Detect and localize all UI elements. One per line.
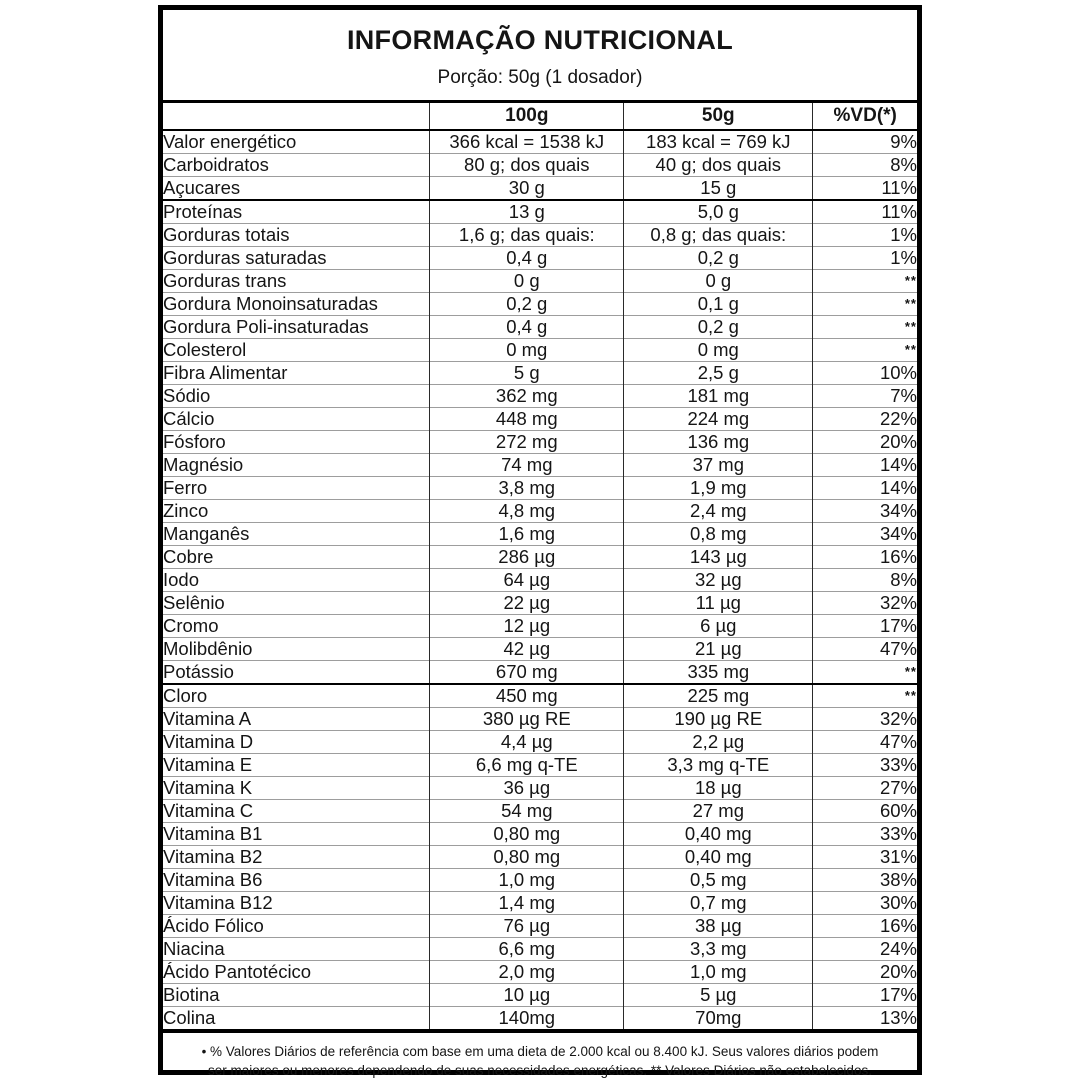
nutrient-name-cell: Magnésio <box>163 454 244 475</box>
daily-value-cell: 14% <box>813 477 917 500</box>
nutrient-name-cell: Ácido Fólico <box>163 915 264 936</box>
nutrition-label <box>158 5 922 1078</box>
table-row <box>163 177 917 201</box>
daily-value-cell: 1% <box>813 247 917 270</box>
nutrient-name-cell: Colesterol <box>163 339 247 360</box>
value-50g-cell: 183 kcal = 769 kJ <box>624 130 813 154</box>
value-100g-cell: 366 kcal = 1538 kJ <box>430 130 624 154</box>
value-50g-cell: 225 mg <box>624 684 813 708</box>
value-50g-cell: 15 g <box>624 177 813 201</box>
table-row <box>163 800 917 823</box>
value-100g-cell: 0,4 g <box>430 247 624 270</box>
value-100g-cell: 74 mg <box>430 454 624 477</box>
table-row <box>163 938 917 961</box>
table-row <box>163 362 917 385</box>
value-50g-cell: 2,5 g <box>624 362 813 385</box>
nutrient-name-cell: Vitamina C <box>163 800 254 821</box>
daily-value-cell: 30% <box>813 892 917 915</box>
value-100g-cell: 42 µg <box>430 638 624 661</box>
table-row <box>163 984 917 1007</box>
value-50g-cell: 37 mg <box>624 454 813 477</box>
value-100g-cell: 272 mg <box>430 431 624 454</box>
nutrient-name-cell: Vitamina K <box>163 777 253 798</box>
table-row <box>163 708 917 731</box>
table-row <box>163 200 917 224</box>
table-row <box>163 293 917 316</box>
nutrient-name-cell: Valor energético <box>163 131 297 152</box>
daily-value-cell: 38% <box>813 869 917 892</box>
label-title: INFORMAÇÃO NUTRICIONAL <box>346 25 734 55</box>
nutrient-name-cell: Sódio <box>163 385 211 406</box>
table-row <box>163 777 917 800</box>
daily-value-cell: ** <box>813 316 917 339</box>
value-50g-cell: 5 µg <box>624 984 813 1007</box>
value-50g-cell: 1,9 mg <box>624 477 813 500</box>
column-header-50g: 50g <box>624 102 813 131</box>
value-100g-cell: 2,0 mg <box>430 961 624 984</box>
value-100g-cell: 450 mg <box>430 684 624 708</box>
daily-value-cell: ** <box>813 293 917 316</box>
table-row <box>163 1007 917 1032</box>
table-row <box>163 846 917 869</box>
nutrient-name-cell: Cloro <box>163 685 208 706</box>
value-100g-cell: 0 mg <box>430 339 624 362</box>
value-100g-cell: 12 µg <box>430 615 624 638</box>
value-100g-cell: 36 µg <box>430 777 624 800</box>
value-100g-cell: 380 µg RE <box>430 708 624 731</box>
value-50g-cell: 0,2 g <box>624 316 813 339</box>
table-row <box>163 869 917 892</box>
daily-value-cell: 32% <box>813 708 917 731</box>
nutrient-name-cell: Fibra Alimentar <box>163 362 288 383</box>
nutrient-name-cell: Vitamina B2 <box>163 846 263 867</box>
table-row <box>163 731 917 754</box>
nutrient-name-cell: Vitamina A <box>163 708 252 729</box>
nutrient-name-cell: Molibdênio <box>163 638 253 659</box>
nutrient-name-cell: Gorduras trans <box>163 270 287 291</box>
value-100g-cell: 22 µg <box>430 592 624 615</box>
column-header-nutrient <box>163 102 430 131</box>
value-100g-cell: 670 mg <box>430 661 624 685</box>
value-50g-cell: 0,40 mg <box>624 823 813 846</box>
daily-value-cell: 10% <box>813 362 917 385</box>
table-row <box>163 477 917 500</box>
value-100g-cell: 362 mg <box>430 385 624 408</box>
table-row <box>163 270 917 293</box>
nutrient-name-cell: Biotina <box>163 984 220 1005</box>
table-row <box>163 615 917 638</box>
table-row <box>163 247 917 270</box>
table-row <box>163 546 917 569</box>
value-100g-cell: 5 g <box>430 362 624 385</box>
value-50g-cell: 0 g <box>624 270 813 293</box>
daily-value-cell: 33% <box>813 754 917 777</box>
value-50g-cell: 0,2 g <box>624 247 813 270</box>
daily-value-cell: 8% <box>813 569 917 592</box>
daily-value-cell: ** <box>813 661 917 685</box>
daily-value-cell: 24% <box>813 938 917 961</box>
nutrient-name-cell: Colina <box>163 1007 216 1028</box>
value-50g-cell: 0,5 mg <box>624 869 813 892</box>
value-50g-cell: 181 mg <box>624 385 813 408</box>
value-50g-cell: 0,8 mg <box>624 523 813 546</box>
nutrient-name-cell: Vitamina D <box>163 731 254 752</box>
daily-value-cell: 31% <box>813 846 917 869</box>
nutrient-name-cell: Carboidratos <box>163 154 269 175</box>
nutrient-name-cell: Vitamina B6 <box>163 869 263 890</box>
value-100g-cell: 1,4 mg <box>430 892 624 915</box>
daily-value-cell: 20% <box>813 961 917 984</box>
value-50g-cell: 3,3 mg q-TE <box>624 754 813 777</box>
nutrient-name-cell: Cromo <box>163 615 219 636</box>
daily-value-cell: 16% <box>813 915 917 938</box>
nutrient-name-cell: Selênio <box>163 592 225 613</box>
table-row <box>163 915 917 938</box>
value-100g-cell: 0,4 g <box>430 316 624 339</box>
daily-value-cell: 17% <box>813 615 917 638</box>
daily-value-cell: 20% <box>813 431 917 454</box>
nutrient-name-cell: Iodo <box>163 569 200 590</box>
value-50g-cell: 1,0 mg <box>624 961 813 984</box>
value-100g-cell: 10 µg <box>430 984 624 1007</box>
value-100g-cell: 0,80 mg <box>430 823 624 846</box>
value-50g-cell: 335 mg <box>624 661 813 685</box>
daily-value-cell: 34% <box>813 523 917 546</box>
daily-value-cell: ** <box>813 339 917 362</box>
daily-value-cell: 8% <box>813 154 917 177</box>
table-row <box>163 431 917 454</box>
nutrient-name-cell: Zinco <box>163 500 209 521</box>
value-100g-cell: 80 g; dos quais <box>430 154 624 177</box>
nutrient-name-cell: Potássio <box>163 661 234 682</box>
column-header-100g: 100g <box>430 102 624 131</box>
nutrient-name-cell: Gorduras totais <box>163 224 290 245</box>
table-row <box>163 316 917 339</box>
nutrient-name-cell: Niacina <box>163 938 225 959</box>
daily-value-cell: ** <box>813 684 917 708</box>
value-50g-cell: 38 µg <box>624 915 813 938</box>
nutrient-name-cell: Gordura Monoinsaturadas <box>163 293 378 314</box>
table-row <box>163 569 917 592</box>
daily-value-cell: 13% <box>813 1007 917 1032</box>
daily-value-cell: 14% <box>813 454 917 477</box>
daily-value-cell: 22% <box>813 408 917 431</box>
table-row <box>163 961 917 984</box>
daily-value-cell: 16% <box>813 546 917 569</box>
value-50g-cell: 0,8 g; das quais: <box>624 224 813 247</box>
daily-value-cell: ** <box>813 270 917 293</box>
table-row <box>163 130 917 154</box>
value-50g-cell: 32 µg <box>624 569 813 592</box>
table-row <box>163 892 917 915</box>
value-100g-cell: 4,8 mg <box>430 500 624 523</box>
daily-value-cell: 11% <box>813 177 917 201</box>
nutrient-name-cell: Açucares <box>163 177 241 198</box>
nutrient-name-cell: Gorduras saturadas <box>163 247 327 268</box>
column-header-vd: %VD(*) <box>813 102 917 131</box>
footnote <box>163 1033 917 1080</box>
daily-value-cell: 27% <box>813 777 917 800</box>
value-50g-cell: 0,7 mg <box>624 892 813 915</box>
nutrient-name-cell: Manganês <box>163 523 250 544</box>
table-row <box>163 454 917 477</box>
value-100g-cell: 0 g <box>430 270 624 293</box>
table-row <box>163 154 917 177</box>
daily-value-cell: 7% <box>813 385 917 408</box>
table-row <box>163 339 917 362</box>
value-50g-cell: 11 µg <box>624 592 813 615</box>
value-100g-cell: 1,6 mg <box>430 523 624 546</box>
footnote-text: • % Valores Diários de referência com base em uma dieta de 2.000 kcal ou 8.400 kJ. Seus valores diários podem ser maiores ou menores dependendo de suas necessidades energéticas. ** Valores Diários não estabelecidos. <box>201 1044 879 1078</box>
table-row <box>163 408 917 431</box>
nutrient-name-cell: Cálcio <box>163 408 215 429</box>
value-100g-cell: 0,2 g <box>430 293 624 316</box>
value-100g-cell: 1,0 mg <box>430 869 624 892</box>
nutrition-table <box>163 100 917 1033</box>
value-50g-cell: 224 mg <box>624 408 813 431</box>
nutrient-name-cell: Vitamina B1 <box>163 823 263 844</box>
value-100g-cell: 140mg <box>430 1007 624 1032</box>
value-100g-cell: 0,80 mg <box>430 846 624 869</box>
daily-value-cell: 11% <box>813 200 917 224</box>
serving-size-text: Porção: 50g (1 dosador) <box>437 67 643 88</box>
daily-value-cell: 32% <box>813 592 917 615</box>
table-row <box>163 592 917 615</box>
value-100g-cell: 6,6 mg q-TE <box>430 754 624 777</box>
nutrient-name-cell: Gordura Poli-insaturadas <box>163 316 369 337</box>
nutrient-name-cell: Vitamina E <box>163 754 253 775</box>
value-50g-cell: 190 µg RE <box>624 708 813 731</box>
nutrient-name-cell: Vitamina B12 <box>163 892 273 913</box>
value-50g-cell: 5,0 g <box>624 200 813 224</box>
value-50g-cell: 136 mg <box>624 431 813 454</box>
value-100g-cell: 76 µg <box>430 915 624 938</box>
value-50g-cell: 2,4 mg <box>624 500 813 523</box>
daily-value-cell: 47% <box>813 731 917 754</box>
table-row <box>163 754 917 777</box>
value-100g-cell: 13 g <box>430 200 624 224</box>
table-row <box>163 523 917 546</box>
table-row <box>163 823 917 846</box>
value-50g-cell: 143 µg <box>624 546 813 569</box>
value-100g-cell: 6,6 mg <box>430 938 624 961</box>
value-50g-cell: 40 g; dos quais <box>624 154 813 177</box>
value-50g-cell: 3,3 mg <box>624 938 813 961</box>
daily-value-cell: 1% <box>813 224 917 247</box>
table-row <box>163 661 917 685</box>
daily-value-cell: 34% <box>813 500 917 523</box>
table-row <box>163 385 917 408</box>
value-100g-cell: 286 µg <box>430 546 624 569</box>
value-50g-cell: 18 µg <box>624 777 813 800</box>
daily-value-cell: 33% <box>813 823 917 846</box>
value-100g-cell: 4,4 µg <box>430 731 624 754</box>
value-100g-cell: 448 mg <box>430 408 624 431</box>
table-body <box>163 130 917 1031</box>
daily-value-cell: 47% <box>813 638 917 661</box>
table-row <box>163 500 917 523</box>
value-50g-cell: 21 µg <box>624 638 813 661</box>
table-row <box>163 224 917 247</box>
value-50g-cell: 6 µg <box>624 615 813 638</box>
value-50g-cell: 0,40 mg <box>624 846 813 869</box>
value-100g-cell: 3,8 mg <box>430 477 624 500</box>
table-row <box>163 638 917 661</box>
nutrient-name-cell: Cobre <box>163 546 214 567</box>
daily-value-cell: 60% <box>813 800 917 823</box>
nutrient-name-cell: Ácido Pantotécico <box>163 961 312 982</box>
value-100g-cell: 64 µg <box>430 569 624 592</box>
nutrient-name-cell: Fósforo <box>163 431 226 452</box>
value-50g-cell: 0 mg <box>624 339 813 362</box>
nutrient-name-cell: Ferro <box>163 477 208 498</box>
nutrient-name-cell: Proteínas <box>163 201 243 222</box>
daily-value-cell: 9% <box>813 130 917 154</box>
table-header-row <box>163 102 917 131</box>
daily-value-cell: 17% <box>813 984 917 1007</box>
value-100g-cell: 30 g <box>430 177 624 201</box>
value-100g-cell: 1,6 g; das quais: <box>430 224 624 247</box>
value-50g-cell: 0,1 g <box>624 293 813 316</box>
value-50g-cell: 2,2 µg <box>624 731 813 754</box>
value-50g-cell: 70mg <box>624 1007 813 1032</box>
value-100g-cell: 54 mg <box>430 800 624 823</box>
table-row <box>163 684 917 708</box>
value-50g-cell: 27 mg <box>624 800 813 823</box>
